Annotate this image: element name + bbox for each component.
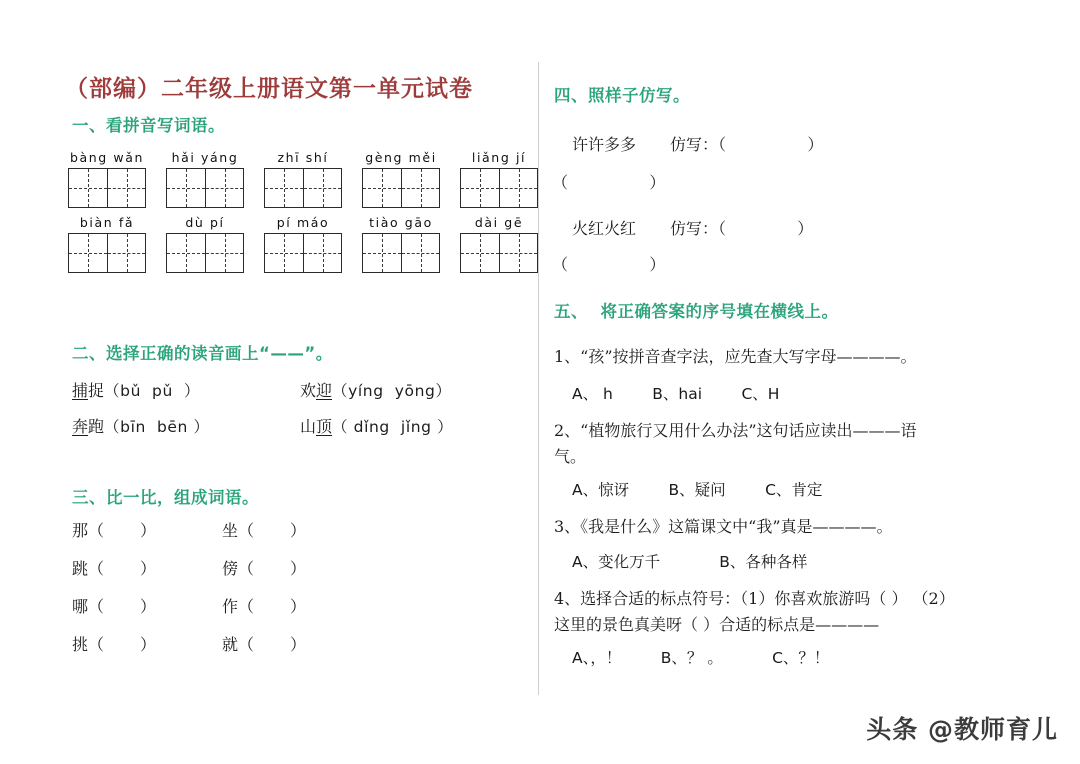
- section-5-q3-options[interactable]: A、变化万千 B、各种各样: [572, 553, 808, 571]
- tianzige-cell[interactable]: [363, 169, 401, 207]
- section-4-prompt-2[interactable]: 仿写：（ ）: [670, 219, 814, 238]
- pinyin-group: [68, 150, 146, 208]
- pinyin-grid-row-2: [68, 215, 538, 273]
- tianzige-cell[interactable]: [265, 234, 303, 272]
- underlined-char[interactable]: 捕: [72, 381, 89, 400]
- tianzige-box[interactable]: [68, 168, 146, 208]
- tianzige-cell[interactable]: [401, 234, 439, 272]
- section-3-row: [72, 556, 372, 579]
- pinyin-group: [362, 215, 440, 273]
- section-2-item-3: 奔跑（bīn bēn ）: [72, 417, 210, 436]
- tianzige-cell[interactable]: [303, 234, 341, 272]
- section-2-item-2: 欢迎（yíng yōng）: [300, 381, 452, 400]
- tianzige-cell[interactable]: [265, 169, 303, 207]
- word-blank-right[interactable]: 坐（ ）: [222, 523, 307, 540]
- pinyin-choices[interactable]: （bǔ pǔ ）: [104, 382, 201, 400]
- section-3-row: [72, 594, 372, 617]
- pinyin-group: [68, 215, 146, 273]
- section-5-q4-stem: 4、选择合适的标点符号：（1）你喜欢旅游吗（ ） （2）: [554, 589, 955, 608]
- tianzige-cell[interactable]: [461, 234, 499, 272]
- pinyin-label: gèng měi: [365, 150, 437, 165]
- section-5-q1-stem: 1、“孩”按拼音查字法，应先查大写字母————。: [554, 347, 917, 366]
- section-5-q4-options[interactable]: A、，！ B、？ 。 C、？！: [572, 649, 830, 667]
- pinyin-label: dài gē: [474, 215, 524, 230]
- tianzige-box[interactable]: [264, 168, 342, 208]
- tianzige-cell[interactable]: [499, 169, 537, 207]
- section-5-q1-options[interactable]: A、 h B、hai C、H: [572, 385, 780, 403]
- tianzige-box[interactable]: [362, 168, 440, 208]
- word-blank-left[interactable]: 挑（ ）: [72, 637, 157, 654]
- tianzige-cell[interactable]: [167, 169, 205, 207]
- pinyin-label: dù pí: [185, 215, 225, 230]
- column-divider: [538, 62, 539, 695]
- pinyin-label: tiào gāo: [369, 215, 433, 230]
- section-4-heading: 四、照样子仿写。: [554, 86, 690, 105]
- page-title: （部编）二年级上册语文第一单元试卷: [65, 76, 473, 102]
- section-3-row: [72, 632, 372, 655]
- pinyin-label: liǎng jí: [471, 150, 527, 165]
- section-4-sample-2: 火红火红: [572, 219, 637, 238]
- tianzige-cell[interactable]: [205, 169, 243, 207]
- section-4-sample-1: 许许多多: [572, 135, 637, 154]
- tianzige-cell[interactable]: [107, 169, 145, 207]
- pinyin-label: pí máo: [276, 215, 330, 230]
- tianzige-box[interactable]: [166, 168, 244, 208]
- pinyin-group: [460, 215, 538, 273]
- word-blank-right[interactable]: 傍（ ）: [222, 561, 307, 578]
- tianzige-box[interactable]: [68, 233, 146, 273]
- word-blank-left[interactable]: 哪（ ）: [72, 599, 157, 616]
- pinyin-group: [362, 150, 440, 208]
- section-3-heading: 三、比一比，组成词语。: [72, 488, 259, 507]
- pinyin-group: [264, 150, 342, 208]
- tianzige-cell[interactable]: [499, 234, 537, 272]
- tianzige-box[interactable]: [460, 168, 538, 208]
- pinyin-label: bàng wǎn: [69, 150, 145, 165]
- pinyin-group: [264, 215, 342, 273]
- section-3-row: [72, 518, 372, 541]
- section-5-q3-stem: 3、《我是什么》这篇课文中“我”真是————。: [554, 517, 893, 536]
- section-5-q2-options[interactable]: A、惊讶 B、疑问 C、肯定: [572, 481, 823, 499]
- tianzige-cell[interactable]: [461, 169, 499, 207]
- tianzige-box[interactable]: [460, 233, 538, 273]
- underlined-char[interactable]: 奔: [72, 417, 89, 436]
- tianzige-cell[interactable]: [167, 234, 205, 272]
- section-5-q2-stem: 2、“植物旅行又用什么办法”这句话应读出———语: [554, 421, 917, 440]
- underlined-char[interactable]: 顶: [316, 417, 333, 436]
- tianzige-box[interactable]: [362, 233, 440, 273]
- section-2-item-1: 捕捉（bǔ pǔ ）: [72, 381, 201, 400]
- tianzige-cell[interactable]: [69, 234, 107, 272]
- pinyin-choices[interactable]: （yíng yōng）: [332, 382, 452, 400]
- word-blank-left[interactable]: 那（ ）: [72, 523, 157, 540]
- tianzige-cell[interactable]: [69, 169, 107, 207]
- word-blank-right[interactable]: 就（ ）: [222, 637, 307, 654]
- tianzige-cell[interactable]: [303, 169, 341, 207]
- pinyin-choices[interactable]: （bīn bēn ）: [104, 418, 210, 436]
- tianzige-box[interactable]: [264, 233, 342, 273]
- tianzige-cell[interactable]: [363, 234, 401, 272]
- tianzige-cell[interactable]: [401, 169, 439, 207]
- left-column: [0, 0, 538, 764]
- section-4-blank-2[interactable]: （ ）: [552, 255, 666, 274]
- tianzige-box[interactable]: [166, 233, 244, 273]
- section-1-heading: 一、看拼音写词语。: [72, 116, 225, 135]
- word-blank-left[interactable]: 跳（ ）: [72, 561, 157, 578]
- section-2-heading: 二、选择正确的读音画上“——”。: [72, 344, 333, 363]
- pinyin-group: [460, 150, 538, 208]
- section-4-blank-1[interactable]: （ ）: [552, 173, 666, 192]
- underlined-char[interactable]: 迎: [316, 381, 333, 400]
- pinyin-group: [166, 150, 244, 208]
- section-2-item-4: 山顶（ dǐng jǐng ）: [300, 417, 454, 436]
- pinyin-label: zhī shí: [277, 150, 329, 165]
- right-column: [540, 0, 1080, 764]
- section-5-q2-stem-cont: 气。: [554, 447, 587, 466]
- section-5-heading: 五、 将正确答案的序号填在横线上。: [554, 302, 839, 321]
- tianzige-cell[interactable]: [205, 234, 243, 272]
- section-4-prompt-1[interactable]: 仿写：（ ）: [670, 135, 824, 154]
- tianzige-cell[interactable]: [107, 234, 145, 272]
- watermark: 头条 @教师育儿: [866, 715, 1058, 744]
- pinyin-label: hǎi yáng: [171, 150, 239, 165]
- word-blank-right[interactable]: 作（ ）: [222, 599, 307, 616]
- pinyin-label: biàn fǎ: [79, 215, 135, 230]
- pinyin-choices[interactable]: （ dǐng jǐng ）: [332, 418, 454, 436]
- section-5-q4-stem-cont: 这里的景色真美呀（ ）合适的标点是————: [554, 615, 880, 634]
- pinyin-grid-row-1: [68, 150, 538, 208]
- pinyin-group: [166, 215, 244, 273]
